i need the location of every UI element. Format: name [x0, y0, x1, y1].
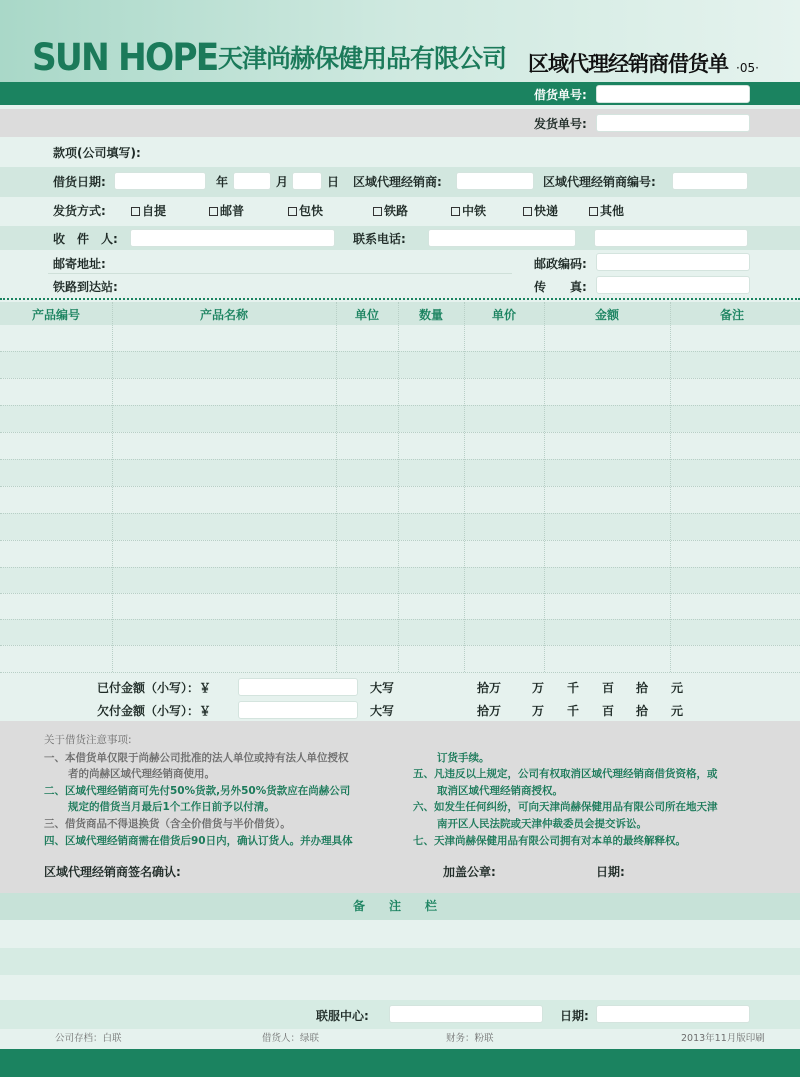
loan-no-label: 借货单号:	[534, 88, 587, 102]
loan-no-field[interactable]	[596, 85, 750, 103]
ship-option-3[interactable]	[288, 203, 323, 219]
row-divider	[0, 351, 800, 352]
ship-option-3-text: 包快	[299, 204, 324, 218]
row-divider	[0, 432, 800, 433]
phone-label: 联系电话:	[353, 232, 406, 246]
ship-option-5-text: 中铁	[462, 204, 487, 218]
note-2b: 规定的借货当月最后1个工作日前予以付清。	[68, 801, 275, 813]
checkbox-icon[interactable]	[288, 207, 297, 216]
ship-no-field[interactable]	[596, 114, 750, 132]
ship-option-4-text: 铁路	[384, 204, 409, 218]
column-divider	[464, 302, 465, 672]
ship-option-2[interactable]	[209, 203, 244, 219]
note-6b: 南开区人民法院或天津仲裁委员会提交诉讼。	[437, 818, 647, 830]
table-top-border	[0, 298, 800, 300]
note-5b: 取消区域代理经销商授权。	[437, 785, 563, 797]
ship-option-2-text: 邮普	[220, 204, 245, 218]
row-divider	[0, 619, 800, 620]
stamp-label: 加盖公章:	[443, 865, 496, 879]
remarks-row[interactable]	[0, 920, 800, 948]
station-label: 铁路到达站:	[53, 280, 118, 294]
postcode-field[interactable]	[596, 253, 750, 271]
phone-field-2[interactable]	[594, 229, 748, 247]
dealer-no-field[interactable]	[672, 172, 748, 190]
loan-date-label: 借货日期:	[53, 175, 106, 189]
table-row[interactable]	[0, 567, 800, 593]
remarks-date-field[interactable]	[596, 1005, 750, 1023]
table-row[interactable]	[0, 351, 800, 378]
recipient-field[interactable]	[130, 229, 335, 247]
sign-date-label: 日期:	[596, 865, 625, 879]
form-code: ·05·	[736, 61, 759, 75]
checkbox-icon[interactable]	[451, 207, 460, 216]
service-center-field[interactable]	[389, 1005, 543, 1023]
table-row[interactable]	[0, 513, 800, 540]
table-row[interactable]	[0, 378, 800, 405]
col-header-unit: 单位	[354, 308, 379, 322]
checkbox-icon[interactable]	[131, 207, 140, 216]
table-row[interactable]	[0, 540, 800, 567]
owed-unit-1: 元	[671, 704, 684, 718]
dealer-field[interactable]	[456, 172, 534, 190]
paid-unit-1k: 千	[567, 681, 580, 695]
paid-unit-10k: 万	[532, 681, 545, 695]
row-divider	[0, 513, 800, 514]
checkbox-icon[interactable]	[523, 207, 532, 216]
owed-unit-10: 拾	[636, 704, 649, 718]
payment-label: 款项(公司填写):	[53, 146, 141, 160]
col-header-product-code: 产品编号	[31, 308, 80, 322]
footer-copy-finance: 财务：粉联	[446, 1033, 494, 1044]
service-center-label: 联服中心:	[316, 1009, 369, 1023]
paid-unit-100: 百	[602, 681, 615, 695]
paid-unit-100k: 拾万	[477, 681, 502, 695]
column-divider	[112, 302, 113, 672]
row-divider	[0, 593, 800, 594]
address-divider	[48, 273, 512, 274]
notes-title: 关于借货注意事项:	[44, 734, 132, 746]
table-row[interactable]	[0, 405, 800, 432]
note-4: 四、区域代理经销商需在借货后90日内，确认订货人。并办理具体	[44, 835, 353, 847]
remarks-date-label: 日期:	[560, 1009, 589, 1023]
recipient-label: 收 件 人:	[53, 232, 118, 246]
note-4b: 订货手续。	[437, 752, 490, 764]
dealer-no-label: 区域代理经销商编号:	[543, 175, 656, 189]
paid-amount-field[interactable]	[238, 678, 358, 696]
note-3: 三、借货商品不得退换货（含全价借货与半价借货）。	[44, 818, 291, 830]
column-divider	[544, 302, 545, 672]
column-divider	[398, 302, 399, 672]
checkbox-icon[interactable]	[589, 207, 598, 216]
row-divider	[0, 540, 800, 541]
col-header-remarks: 备注	[719, 308, 744, 322]
checkbox-icon[interactable]	[209, 207, 218, 216]
ship-option-7[interactable]	[589, 203, 624, 219]
column-divider	[336, 302, 337, 672]
checkbox-icon[interactable]	[373, 207, 382, 216]
address-label: 邮寄地址:	[53, 257, 106, 271]
ship-option-6-text: 快递	[534, 204, 559, 218]
row-divider	[0, 405, 800, 406]
month-label: 月	[276, 175, 289, 189]
col-header-product-name: 产品名称	[199, 308, 248, 322]
note-1a: 一、本借货单仅限于尚赫公司批准的法人单位或持有法人单位授权	[44, 752, 349, 764]
postcode-label: 邮政编码:	[534, 257, 587, 271]
year-label: 年	[216, 175, 229, 189]
fax-field[interactable]	[596, 276, 750, 294]
ship-method-label: 发货方式:	[53, 204, 106, 218]
paid-unit-10: 拾	[636, 681, 649, 695]
owed-amount-label: 欠付金额（小写）：￥	[97, 704, 212, 718]
paid-unit-1: 元	[671, 681, 684, 695]
dealer-label: 区域代理经销商:	[353, 175, 442, 189]
table-row[interactable]	[0, 325, 800, 351]
owed-unit-100: 百	[602, 704, 615, 718]
table-row[interactable]	[0, 593, 800, 619]
footer-print-info: 2013年11月版印刷	[681, 1033, 765, 1044]
paid-amount-label: 已付金额（小写）：￥	[97, 681, 212, 695]
note-5a: 五、凡违反以上规定，公司有权取消区域代理经销商借货资格，或	[413, 768, 718, 780]
col-header-amount: 金额	[594, 308, 619, 322]
table-row[interactable]	[0, 645, 800, 672]
col-header-quantity: 数量	[418, 308, 443, 322]
note-1b: 者的尚赫区域代理经销商使用。	[68, 768, 215, 780]
paid-capital-label: 大写	[370, 681, 395, 695]
form-title: 区域代理经销商借货单	[528, 52, 728, 76]
owed-unit-10k: 万	[532, 704, 545, 718]
loan-date-year-field[interactable]	[114, 172, 206, 190]
loan-date-day-field[interactable]	[292, 172, 322, 190]
column-divider	[670, 302, 671, 672]
ship-no-label: 发货单号:	[534, 117, 587, 131]
brand-logo: SUN HOPE	[32, 36, 218, 79]
row-divider	[0, 486, 800, 487]
col-header-unit-price: 单价	[491, 308, 516, 322]
day-label: 日	[327, 175, 340, 189]
company-name: 天津尚赫保健用品有限公司	[218, 44, 507, 73]
ship-option-5[interactable]	[451, 203, 486, 219]
footer-copy-borrower: 借货人：绿联	[262, 1033, 320, 1044]
ship-option-4[interactable]	[373, 203, 408, 219]
remarks-row[interactable]	[0, 948, 800, 975]
owed-unit-1k: 千	[567, 704, 580, 718]
owed-capital-label: 大写	[370, 704, 395, 718]
note-2a: 二、区域代理经销商可先付50%货款,另外50%货款应在尚赫公司	[44, 785, 351, 797]
owed-amount-field[interactable]	[238, 701, 358, 719]
footer-copy-company: 公司存档：白联	[55, 1033, 122, 1044]
ship-option-1[interactable]	[131, 203, 166, 219]
phone-field-1[interactable]	[428, 229, 576, 247]
note-7: 七、天津尚赫保健用品有限公司拥有对本单的最终解释权。	[413, 835, 686, 847]
table-row[interactable]	[0, 432, 800, 459]
ship-option-6[interactable]	[523, 203, 558, 219]
row-divider	[0, 645, 800, 646]
note-6a: 六、如发生任何纠纷，可向天津尚赫保健用品有限公司所在地天津	[413, 801, 718, 813]
fax-label: 传 真:	[534, 280, 587, 294]
owed-unit-100k: 拾万	[477, 704, 502, 718]
table-row[interactable]	[0, 486, 800, 513]
table-row[interactable]	[0, 619, 800, 645]
ship-option-7-text: 其他	[600, 204, 625, 218]
remarks-title: 备 注 栏	[352, 899, 437, 913]
remarks-row[interactable]	[0, 975, 800, 1000]
dealer-sign-label: 区域代理经销商签名确认:	[44, 865, 181, 879]
loan-date-month-field[interactable]	[233, 172, 271, 190]
row-divider	[0, 567, 800, 568]
row-divider	[0, 459, 800, 460]
bottom-green-bar	[0, 1049, 800, 1077]
row-divider	[0, 378, 800, 379]
ship-option-1-text: 自提	[142, 204, 167, 218]
table-row[interactable]	[0, 459, 800, 486]
